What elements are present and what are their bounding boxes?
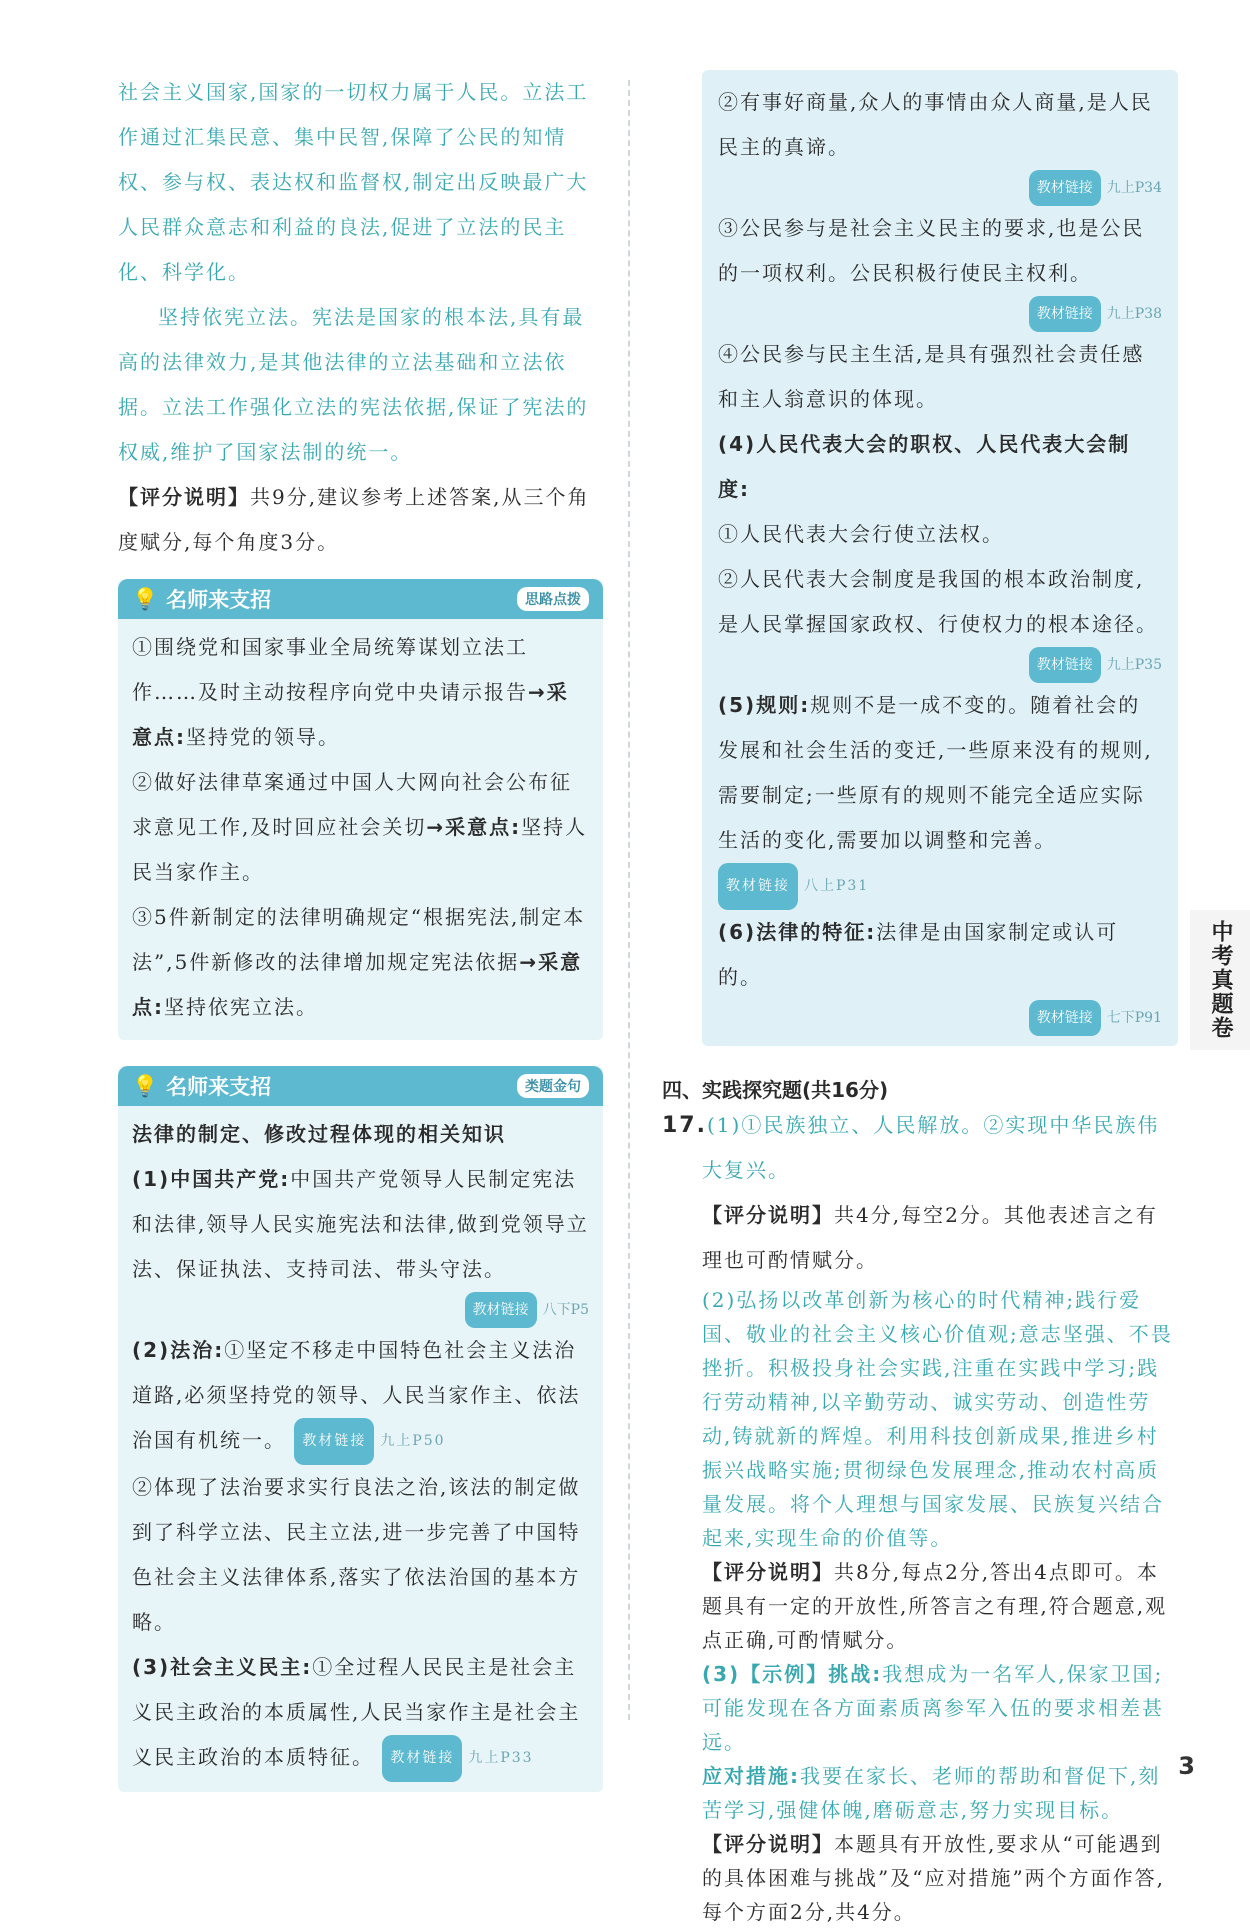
knowledge-item: (2)法治:①坚定不移走中国特色社会主义法治道路,必须坚持党的领导、人民当家作主、依法治国有机统一。 教材链接 九上P50 [132,1328,589,1465]
knowledge-heading: (4)人民代表大会的职权、人民代表大会制度: [718,432,1131,501]
knowledge-item: ②体现了法治要求实行良法之治,该法的制定做到了科学立法、民主立法,进一步完善了中国特色社会主义法律体系,落实了依法治国的基本方略。 [132,1475,581,1634]
score-note [118,475,603,565]
right-column [662,70,1178,1929]
tip-box-title: 名师来支招 [166,1075,272,1099]
knowledge-item: ②有事好商量,众人的事情由众人商量,是人民民主的真谛。 [718,90,1153,159]
tip-box-approach [118,579,603,1040]
textbook-link: 教材链接 八下P5 [132,1292,589,1328]
tip-tag: 思路点拨 [517,587,589,611]
answer-3-measures: 应对措施:我要在家长、老师的帮助和督促下,刻苦学习,强健体魄,磨砺意志,努力实现目标。 [702,1764,1161,1822]
answer-1: 17.(1)①民族独立、人民解放。②实现中华民族伟大复兴。 [662,1113,1160,1182]
knowledge-item: ④公民参与民主生活,是具有强烈社会责任感和主人翁意识的体现。 [718,342,1145,411]
score-label: 【评分说明】 [118,485,250,509]
tip-item: ①围绕党和国家事业全局统筹谋划立法工作……及时主动按程序向党中央请示报告→采意点:坚持党的领导。 [132,635,569,749]
column-divider [628,80,630,1720]
left-column [118,70,603,1792]
knowledge-panel: ②有事好商量,众人的事情由众人商量,是人民民主的真谛。 教材链接 九上P34 ③公民参与是社会主义民主的要求,也是公民的一项权利。公民积极行使民主权利。 教材链接 九上P38 ④公民参与民主生活,是具有强烈社会责任感和主人翁意识的体现。 (4)人民代表大会的职权、人民代表大会制度: ①人民代表大会行使立法权。 ②人民代表大会制度是我国的根本政治制度,是人民掌握国家政权、行使权力的根本途径。 教材链接 九上P35 (5)规则:规则不是一成不变的。随着社会的发展和社会生活的变迁,一些原来没有的规则,需要制定;一些原有的规则不能完全适应实际生活的变化,需要加以调整和完善。 教材链接 八上P31 (6)法律的特征:法律是由国家制定或认可的。 教材链接 七下P91 [702,70,1178,1046]
score-note: 【评分说明】本题具有开放性,要求从“可能遇到的具体困难与挑战”及“应对措施”两个方面作答,每个方面2分,共4分。 [702,1832,1166,1924]
knowledge-item: (1)中国共产党:中国共产党领导人民制定宪法和法律,领导人民实施宪法和法律,做到党领导立法、保证执法、支持司法、带头守法。 [132,1167,589,1281]
constitution-paragraph: 坚持依宪立法。宪法是国家的根本法,具有最高的法律效力,是其他法律的立法基础和立法依据。立法工作强化立法的宪法依据,保证了宪法的权威,维护了国家法制的统一。 [118,305,589,464]
tip-heading: 法律的制定、修改过程体现的相关知识 [132,1122,506,1146]
knowledge-item: (6)法律的特征:法律是由国家制定或认可的。 [718,920,1119,989]
tip-box-sentences [118,1066,603,1792]
score-note: 【评分说明】共8分,每点2分,答出4点即可。本题具有一定的开放性,所答言之有理,符合题意,观点正确,可酌情赋分。 [702,1560,1168,1652]
lightbulb-icon: 💡 [132,1073,159,1098]
tip-box-title: 名师来支招 [166,588,272,612]
score-text: 共9分,建议参考上述答案,从三个角度赋分,每个角度3分。 [118,485,590,554]
lightbulb-icon: 💡 [132,586,159,611]
tip-box-header [118,579,603,619]
intro-text: 社会主义国家,国家的一切权力属于人民。立法工作通过汇集民意、集中民智,保障了公民的知情权、参与权、表达权和监督权,制定出反映最广大人民群众意志和利益的良法,促进了立法的民主化、科学化。 [118,80,589,284]
section-title: 四、实践探究题(共16分) [662,1078,889,1102]
tip-item: ②做好法律草案通过中国人大网向社会公布征求意见工作,及时回应社会关切→采意点:坚持人民当家作主。 [132,770,588,884]
tip-item: ③5件新制定的法律明确规定“根据宪法,制定本法”,5件新修改的法律增加规定宪法依据→采意点:坚持依宪立法。 [132,905,586,1019]
tip-tag: 类题金句 [517,1074,589,1098]
knowledge-item: (3)社会主义民主:①全过程人民民主是社会主义民主政治的本质属性,人民当家作主是社会主义民主政治的本质特征。 教材链接 九上P33 [132,1645,589,1782]
knowledge-item: ②人民代表大会制度是我国的根本政治制度,是人民掌握国家政权、行使权力的根本途径。 [718,567,1158,636]
answer-2: (2)弘扬以改革创新为核心的时代精神;践行爱国、敬业的社会主义核心价值观;意志坚强、不畏挫折。积极投身社会实践,注重在实践中学习;践行劳动精神,以辛勤劳动、诚实劳动、创造性劳动,铸就新的辉煌。利用科技创新成果,推进乡村振兴战略实施;贯彻绿色发展理念,推动农村高质量发展。将个人理想与国家发展、民族复兴结合起来,实现生命的价值等。 [702,1288,1173,1550]
tip-box-header [118,1066,603,1106]
knowledge-item: ①人民代表大会行使立法权。 [718,522,1004,546]
score-note: 【评分说明】共4分,每空2分。其他表述言之有理也可酌情赋分。 [702,1203,1158,1272]
answer-3: (3)【示例】挑战:我想成为一名军人,保家卫国;可能发现在各方面素质离参军入伍的要求相差甚远。 [702,1662,1164,1754]
knowledge-item: ③公民参与是社会主义民主的要求,也是公民的一项权利。公民积极行使民主权利。 [718,216,1145,285]
knowledge-item: (5)规则:规则不是一成不变的。随着社会的发展和社会生活的变迁,一些原来没有的规则,需要制定;一些原有的规则不能完全适应实际生活的变化,需要加以调整和完善。 教材链接 八上P31 [718,683,1162,910]
side-tab: 中考真题卷 [1190,910,1250,1050]
page-number: 3 [1178,1752,1195,1780]
